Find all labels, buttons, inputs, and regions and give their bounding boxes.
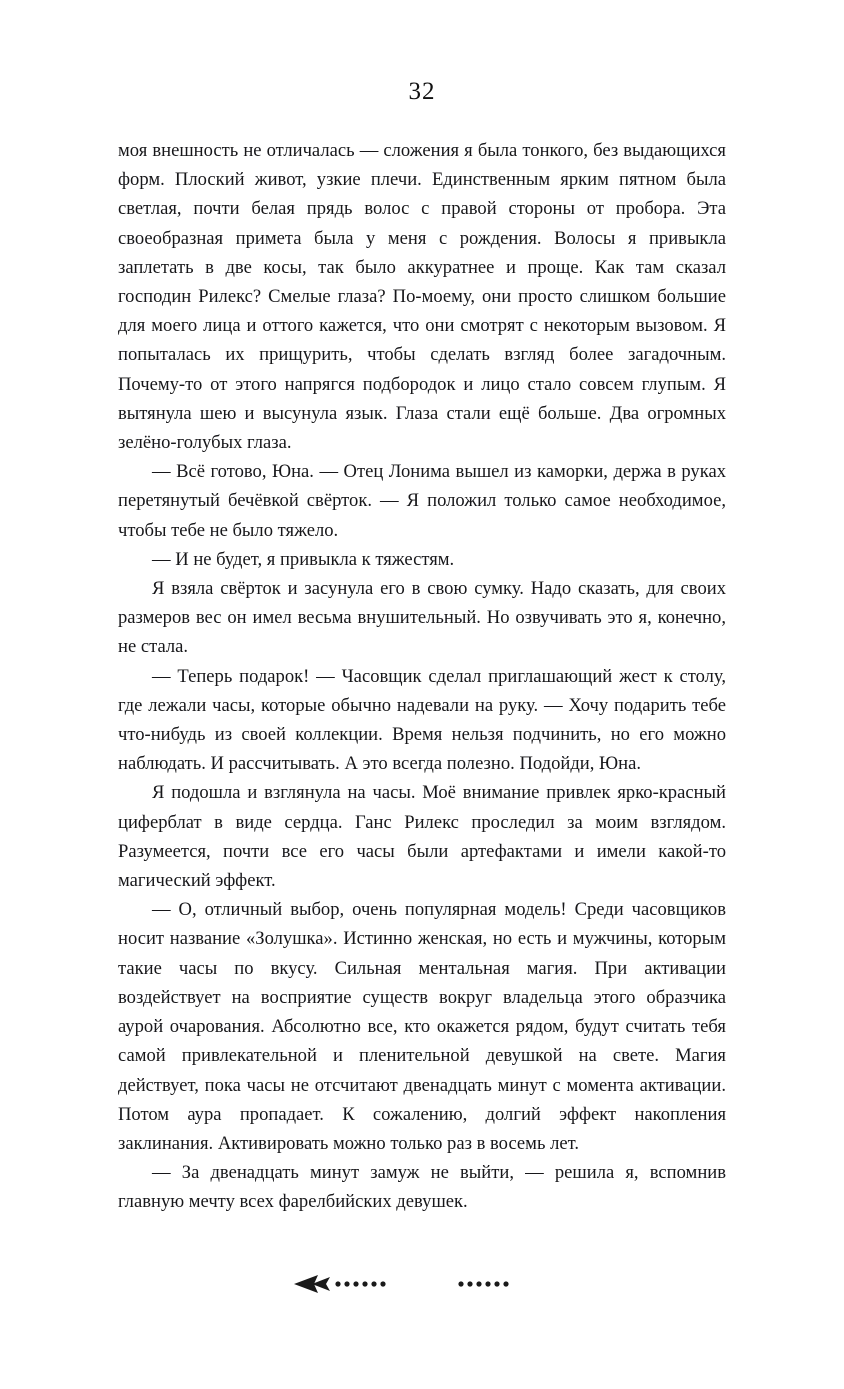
paragraph: моя внешность не отличалась — сложения я была тонкого, без выдающихся форм. Плоский живот, узкие плечи. Единственным ярким пятном была светлая, почти белая прядь волос с правой стороны от пробора. Эта своеобразная примета была у меня с рождения. Волосы я привыкла заплетать в две косы, так было аккуратнее и проще. Как там сказал господин Рилекс? Смелые глаза? По-моему, они просто слишком большие для моего лица и оттого кажется, что они смотрят с некоторым вызовом. Я попыталась их прищурить, чтобы сделать взгляд более загадочным. Почему-то от этого напрягся подбородок и лицо стало совсем глупым. Я вытянула шею и высунула язык. Глаза стали ещё больше. Два огромных зелёно-голубых глаза. (118, 140, 726, 454)
moon-arrow-divider-icon (292, 1267, 552, 1301)
paragraph: — И не будет, я привыкла к тяжестям. (152, 548, 455, 570)
paragraph: — О, отличный выбор, очень популярная модель! Среди часовщиков носит название «Золушка». Истинно женская, но есть и мужчины, которым такие часы по вкусу. Сильная ментальная магия. При активации воздействует на восприятие существ вокруг владельца этого образчика аурой очарования. Абсолютно все, кто окажется рядом, будут считать тебя самой привлекательной и пленительной девушкой на свете. Магия действует, пока часы не отсчитают двенадцать минут с момента активации. Потом аура пропадает. К сожалению, долгий эффект накопления заклинания. Активировать можно только раз в восемь лет. (118, 899, 726, 1154)
section-divider-ornament (0, 1267, 844, 1301)
paragraph: Я подошла и взглянула на часы. Моё внимание привлек ярко-красный циферблат в виде сердца. Ганс Рилекс проследил за моим взглядом. Разумеется, почти все его часы были артефактами и имели какой-то магический эффект. (118, 782, 726, 892)
paragraph: Я взяла свёрток и засунула его в свою сумку. Надо сказать, для своих размеров вес он имел весьма внушительный. Но озвучивать это я, конечно, не стала. (118, 578, 726, 658)
body-text (118, 136, 726, 1217)
paragraph: — Всё готово, Юна. — Отец Лонима вышел из каморки, держа в руках перетянутый бечёвкой свёрток. — Я положил только самое необходимое, чтобы тебе не было тяжело. (118, 461, 726, 541)
paragraph: — Теперь подарок! — Часовщик сделал приглашающий жест к столу, где лежали часы, которые обычно надевали на руку. — Хочу подарить тебе что-нибудь из своей коллекции. Время нельзя подчинить, но его можно наблюдать. И рассчитывать. А это всегда полезно. Подойди, Юна. (118, 665, 726, 775)
page-number: 32 (408, 78, 436, 105)
paragraph: — За двенадцать минут замуж не выйти, — решила я, вспомнив главную мечту всех фарелбийских девушек. (118, 1162, 726, 1213)
book-page (0, 78, 844, 1389)
